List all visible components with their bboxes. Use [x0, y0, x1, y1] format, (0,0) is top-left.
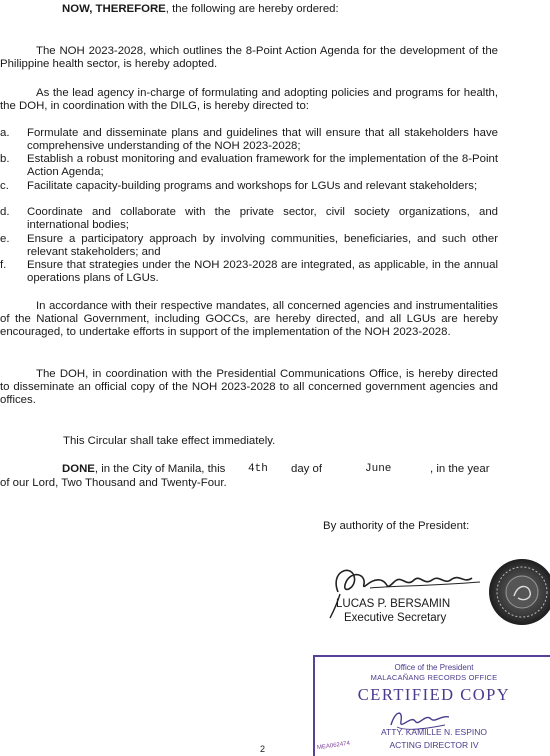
done-day: 4th — [248, 463, 268, 475]
directive-label: b. — [0, 153, 10, 165]
ordered-rest: , the following are hereby ordered: — [165, 3, 339, 15]
certified-copy-stamp — [313, 655, 550, 756]
done-lead: DONE — [62, 463, 95, 475]
page-number: 2 — [260, 744, 266, 754]
directive-text: Establish a robust monitoring and evaluation framework for the implementation of the 8-Point Action Agenda; — [27, 153, 498, 179]
ordered-line — [62, 3, 502, 16]
directive-label: c. — [0, 180, 9, 192]
signatory-title: Executive Secretary — [344, 612, 447, 624]
paragraph-pco: The DOH, in coordination with the Presidential Communications Office, is hereby directed to disseminate an official copy of the NOH 2023-2028 to all concerned government agencies and offices. — [0, 368, 498, 407]
directive-text: Ensure that strategies under the NOH 2023-2028 are integrated, as applicable, in the annual operations plans of LGUs. — [27, 259, 498, 285]
official-seal-icon — [488, 558, 550, 626]
signatory-name: LUCAS P. BERSAMIN — [336, 598, 451, 610]
paragraph-effect: This Circular shall take effect immediately. — [63, 435, 276, 447]
done-line-2: of our Lord, Two Thousand and Twenty-Four. — [0, 477, 227, 489]
done-clause — [0, 463, 498, 493]
directive-text: Formulate and disseminate plans and guidelines that will ensure that all stakeholders have comprehensive understanding of the NOH 2023-2028; — [27, 127, 498, 153]
directive-text: Coordinate and collaborate with the private sector, civil society organizations, and international bodies; — [27, 206, 498, 232]
authority-line: By authority of the President: — [323, 520, 470, 532]
done-part-1: , in the City of Manila, this — [94, 463, 226, 475]
done-month: June — [365, 463, 392, 475]
stamp-officer-title: ACTING DIRECTOR IV — [389, 740, 479, 750]
paragraph-mandates: In accordance with their respective mandates, all concerned agencies and instrumentalities of the National Government, including GOCCs, are hereby directed, and all LGUs are hereby encouraged, to undertake efforts in support of the implementation of the NOH 2023-2028. — [0, 300, 498, 339]
directive-label: e. — [0, 233, 10, 245]
directive-text: Ensure a participatory approach by involving communities, beneficiaries, and such other relevant stakeholders; and — [27, 233, 498, 259]
paragraph-lead-agency: As the lead agency in-charge of formulating and adopting policies and programs for health, the DOH, in coordination with the DILG, is hereby directed to: — [0, 87, 498, 113]
done-line-1 — [62, 463, 225, 476]
stamp-officer: ATTY. KAMILLE N. ESPINO — [381, 727, 487, 737]
directive-label: f. — [0, 259, 7, 271]
ordered-lead: NOW, THEREFORE — [62, 3, 166, 15]
stamp-certified-copy: CERTIFIED COPY — [357, 685, 511, 704]
directive-label: a. — [0, 127, 10, 139]
done-part-2: day of — [291, 463, 323, 475]
stamp-office: Office of the President — [394, 663, 474, 672]
directive-label: d. — [0, 206, 10, 218]
done-part-3: , in the year — [430, 463, 490, 475]
directive-text: Facilitate capacity-building programs and workshops for LGUs and relevant stakeholders; — [27, 180, 478, 192]
stamp-records-office: MALACAÑANG RECORDS OFFICE — [370, 673, 498, 682]
paragraph-adopted: The NOH 2023-2028, which outlines the 8-Point Action Agenda for the development of the Philippine health sector, is hereby adopted. — [0, 45, 498, 71]
stamp-tag: MEA062474 — [316, 740, 351, 752]
